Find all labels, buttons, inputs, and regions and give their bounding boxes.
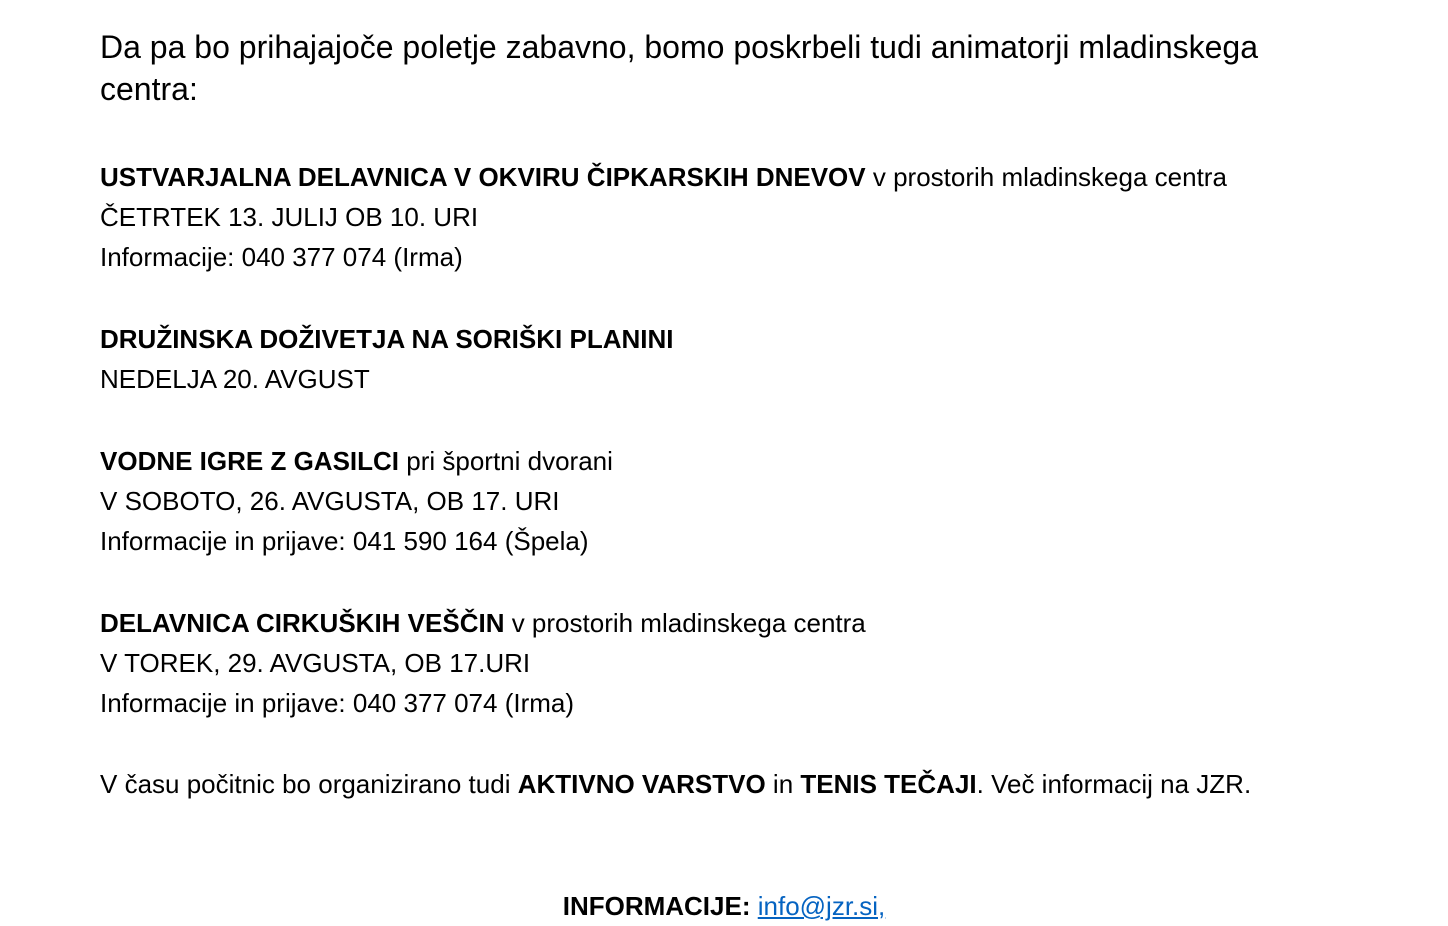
event-heading	[100, 157, 1400, 197]
event-location: v prostorih mladinskega centra	[865, 162, 1227, 192]
event-cirkuske-vescine	[100, 603, 1400, 723]
closing-text-3: . Več informacij na JZR.	[976, 769, 1252, 799]
event-title: USTVARJALNA DELAVNICA V OKVIRU ČIPKARSKIH DNEVOV	[100, 162, 866, 192]
intro-paragraph: Da pa bo prihajajoče poletje zabavno, bomo poskrbeli tudi animatorji mladinskega centra:	[100, 29, 1259, 107]
closing-bold-aktivno-varstvo: AKTIVNO VARSTVO	[517, 769, 766, 799]
closing-text-2: in	[765, 769, 801, 799]
closing-bold-tenis-tecaji: TENIS TEČAJI	[800, 769, 977, 799]
event-ustvarjalna-delavnica	[100, 157, 1400, 277]
event-heading	[100, 603, 1400, 643]
event-date: V TOREK, 29. AVGUSTA, OB 17.URI	[100, 648, 531, 678]
event-date: V SOBOTO, 26. AVGUSTA, OB 17. URI	[100, 486, 560, 516]
event-druzinska-dozivetja	[100, 319, 1400, 399]
event-heading	[100, 441, 1400, 481]
event-date: NEDELJA 20. AVGUST	[100, 364, 370, 394]
event-info: Informacije in prijave: 040 377 074 (Irma)	[100, 688, 575, 718]
event-title: DRUŽINSKA DOŽIVETJA NA SORIŠKI PLANINI	[100, 324, 674, 354]
closing-text-1: V času počitnic bo organizirano tudi	[100, 769, 518, 799]
closing-paragraph	[100, 764, 1330, 804]
email-link[interactable]: info@jzr.si,	[757, 891, 886, 921]
event-info: Informacije: 040 377 074 (Irma)	[100, 242, 463, 272]
event-vodne-igre	[100, 441, 1400, 561]
event-location: v prostorih mladinskega centra	[504, 608, 866, 638]
event-date: ČETRTEK 13. JULIJ OB 10. URI	[100, 202, 479, 232]
event-location: pri športni dvorani	[399, 446, 613, 476]
event-title: DELAVNICA CIRKUŠKIH VEŠČIN	[100, 608, 505, 638]
footer-contact	[0, 886, 1448, 926]
event-info: Informacije in prijave: 041 590 164 (Špela)	[100, 526, 589, 556]
footer-label: INFORMACIJE:	[562, 891, 751, 921]
event-title: VODNE IGRE Z GASILCI	[100, 446, 400, 476]
event-heading	[100, 319, 1400, 359]
